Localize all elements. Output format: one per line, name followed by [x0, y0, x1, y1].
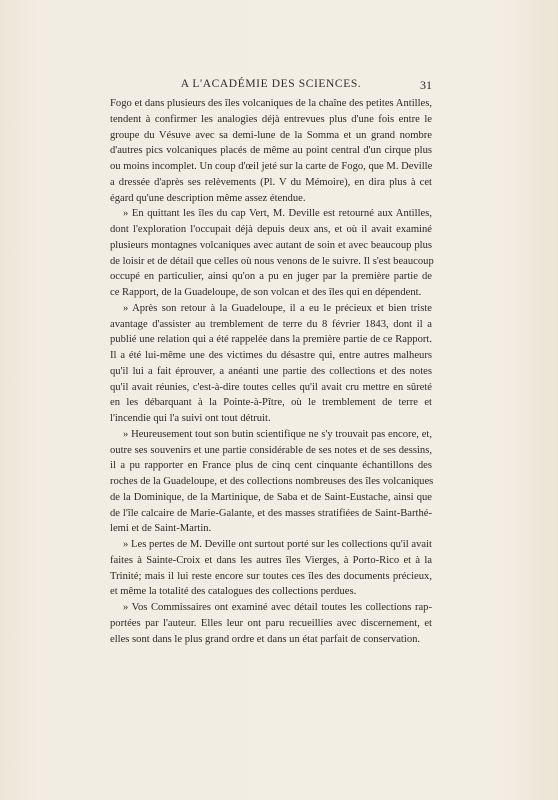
text-line: de loisir et de détail que celles où nous venons de le suivre. Il s'est beaucoup [110, 255, 434, 267]
text-line: publié une relation qui a été rappelée dans la première partie de ce Rapport. [110, 334, 432, 346]
text-line: qu'il avait réunies, c'est-à-dire toutes celles qu'il avait cru mettre en sûreté [110, 381, 432, 393]
text-line: Trinité; mais il lui reste encore sur toutes ces îles des documents précieux, [110, 570, 432, 582]
text-line: l'incendie qui l'a suivi ont tout détruit. [110, 413, 271, 424]
text-line: de la Dominique, de la Martinique, de Saba et de Saint-Eustache, ainsi que [110, 491, 432, 503]
text-line: groupe du Vésuve avec sa demi-lune de la Somma et un grand nombre [110, 129, 432, 141]
text-line: ce Rapport, de la Guadeloupe, de son volcan et des îles qui en dépendent. [110, 287, 422, 298]
text-line: portées par l'auteur. Elles leur ont paru recueillies avec discernement, et [110, 617, 432, 629]
text-line: a dressée d'après ses relèvements (Pl. V du Mémoire), en dira plus à cet [110, 176, 432, 188]
text-line: ou moins incomplet. Un coup d'œil jeté sur la carte de Fogo, que M. Deville [110, 161, 433, 172]
text-line: et même la totalité des catalogues des collections perdues. [110, 586, 357, 598]
text-line: qu'il lui a fait éprouver, a anéanti une partie des collections et des notes [110, 365, 432, 377]
body-text [110, 96, 432, 647]
running-title: A L'ACADÉMIE DES SCIENCES. [180, 78, 362, 90]
text-line: roches de la Guadeloupe, et des collections nombreuses des îles volcaniques [110, 476, 434, 487]
text-line: plusieurs montagnes volcaniques avec autant de soin et avec beaucoup plus [110, 239, 432, 251]
text-line: outre ses souvenirs et une partie considérable de ses notes et de ses dessins, [110, 444, 432, 456]
text-line: faites à Sainte-Croix et dans les autres îles Vierges, à Porto-Rico et à la [110, 554, 432, 566]
text-line: » En quittant les îles du cap Vert, M. Deville est retourné aux Antilles, [123, 208, 432, 220]
text-line: de l'île calcaire de Marie-Galante, et des masses stratifiées de Saint-Barthé- [110, 507, 432, 519]
text-line: » Les pertes de M. Deville ont surtout porté sur les collections qu'il avait [123, 539, 432, 550]
text-line: » Vos Commissaires ont examiné avec détail toutes les collections rap- [123, 602, 432, 613]
page-number: 31 [420, 78, 432, 92]
text-line: égard qu'une description même assez étendue. [110, 192, 306, 204]
text-line: en les débarquant à la Pointe-à-Pître, où le tremblement de terre et [110, 397, 432, 409]
text-line: » Heureusement tout son butin scientifique ne s'y trouvait pas encore, et, [123, 428, 432, 440]
page-header [110, 78, 432, 92]
text-line: il a pu rapporter en France plus de cinq cent cinquante échantillons des [110, 460, 432, 472]
text-line: lemi et de Saint-Martin. [110, 523, 212, 535]
text-line: Fogo et dans plusieurs des îles volcaniques de la chaîne des petites Antilles, [110, 98, 432, 109]
text-line: elles sont dans le plus grand ordre et dans un état parfait de conservation. [110, 633, 421, 645]
text-line: occupé en particulier, ainsi qu'on a pu en juger par la première partie de [110, 271, 432, 283]
text-line: tendent à confirmer les analogies déjà entrevues plus d'une fois entre le [110, 113, 432, 125]
text-line: Il a été lui-même une des victimes du désastre qui, entre autres malheurs [110, 350, 432, 361]
text-line: dont l'exploration l'occupait déjà depuis deux ans, et où il avait examiné [110, 224, 432, 235]
text-line: avantage d'assister au tremblement de terre du 8 février 1843, dont il a [110, 318, 432, 330]
text-line: d'autres pics volcaniques placés de même au point central d'un cirque plus [110, 145, 432, 157]
text-line: » Après son retour à la Guadeloupe, il a eu le précieux et bien triste [123, 302, 432, 314]
